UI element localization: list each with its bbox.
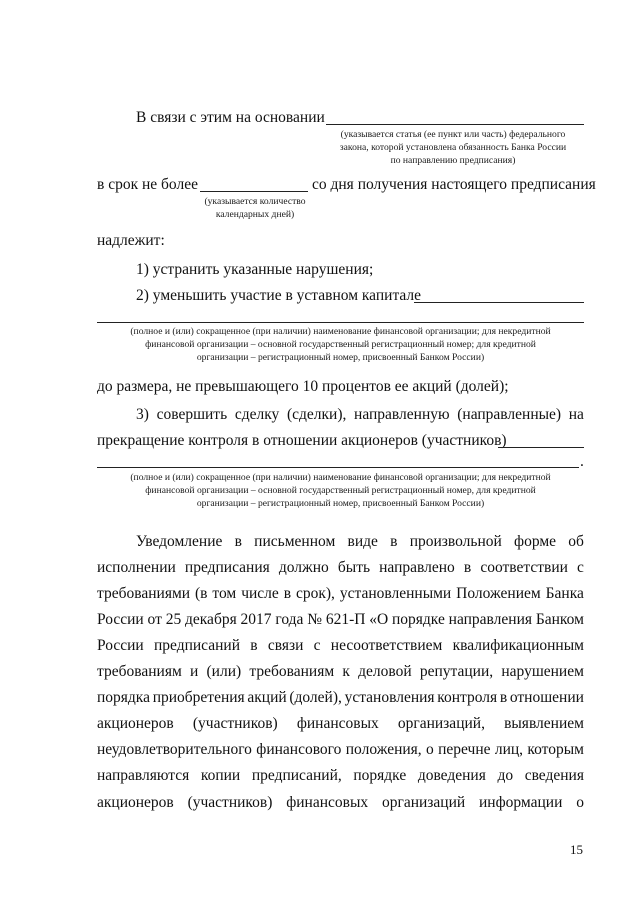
basis-underline: [326, 124, 584, 125]
word: приобретения: [152, 689, 245, 706]
item-3-line-1: [136, 405, 584, 425]
word: Уведомление: [136, 533, 223, 550]
notice-line: [97, 636, 584, 656]
word: в: [463, 559, 472, 576]
org-note-2-line-1: (полное и (или) сокращенное (при наличии) наименование финансовой организации; для некредитной: [130, 472, 551, 483]
word: требованиям: [249, 663, 335, 680]
word: сведения: [524, 767, 584, 784]
notice-line: [97, 766, 584, 786]
word: (или): [206, 663, 242, 680]
org-note-1-line-3: организации – регистрационный номер, присвоенный Банком России): [196, 352, 485, 363]
item-1: 1) устранить указанные нарушения;: [136, 261, 374, 278]
word: акций: [247, 689, 287, 706]
word: (участников): [187, 794, 273, 811]
word: на: [568, 406, 584, 423]
item-2: 2) уменьшить участие в уставном капитале: [136, 287, 422, 304]
word: выявлением: [504, 715, 584, 732]
basis-prefix: В связи с этим на основании: [136, 109, 325, 126]
notice-line: [97, 662, 584, 682]
word: финансовых: [286, 794, 369, 811]
word: порядке: [392, 611, 445, 628]
term-prefix: в срок не более: [97, 176, 198, 193]
word: установленными: [339, 585, 452, 602]
notice-line: [97, 584, 584, 604]
word: репутации,: [419, 663, 494, 680]
word: (участников): [192, 715, 278, 732]
must-label: надлежит:: [97, 232, 165, 249]
org-note-2-line-2: финансовой организации – основной государственный регистрационный номер, для кредитной: [145, 485, 536, 496]
word: письменном: [254, 533, 336, 550]
word: (в: [194, 585, 208, 602]
org-note-1-line-2: финансовой организации – основной государственный регистрационный номер; для кредитной: [145, 339, 536, 350]
word: декабря: [185, 611, 237, 628]
word: копии: [200, 767, 241, 784]
org-note-1-line-1: (полное и (или) сокращенное (при наличии) наименование финансовой организации; для некредитной: [130, 326, 551, 337]
word: порядке: [353, 767, 407, 784]
word: срок),: [295, 585, 335, 602]
word: соответствии: [480, 559, 568, 576]
word: в: [390, 533, 398, 550]
word: Банка: [545, 585, 584, 602]
word: том: [212, 585, 237, 602]
notice-line: [97, 610, 584, 630]
word: доведения: [417, 767, 486, 784]
word: установления: [344, 689, 435, 706]
word: должно: [278, 559, 329, 576]
notice-line: [97, 740, 584, 760]
word: «О: [369, 611, 389, 628]
item-3-line-2: прекращение контроля в отношении акционеров (участников): [97, 432, 507, 449]
word: Банком: [535, 611, 584, 628]
word: отношении: [509, 689, 584, 706]
word: сделку: [234, 406, 280, 423]
word: 2017: [240, 611, 272, 628]
word: акционеров: [97, 715, 174, 732]
word: (сделки),: [286, 406, 347, 423]
word: до: [497, 767, 514, 784]
org-underline-2: [97, 467, 579, 468]
word: в: [250, 637, 258, 654]
word: направления: [448, 611, 532, 628]
word: быть: [337, 559, 371, 576]
word: порядка: [97, 689, 150, 706]
word: которым: [527, 741, 584, 758]
org-underline-1: [97, 322, 584, 323]
item-3-underline: [498, 447, 584, 448]
word: России: [97, 611, 144, 628]
word: года: [275, 611, 304, 628]
item-3-end: .: [580, 453, 584, 470]
notice-line: [97, 688, 584, 708]
word: о: [576, 794, 584, 811]
word: форме: [514, 533, 557, 550]
word: о: [426, 741, 434, 758]
word: лиц,: [494, 741, 524, 758]
word: в: [499, 689, 508, 706]
word: с: [577, 559, 584, 576]
basis-note-1: (указывается статья (ее пункт или часть) федерального: [340, 129, 566, 140]
word: 621-П: [325, 611, 366, 628]
org-note-2-line-3: организации – регистрационный номер, присвоенный Банком России): [196, 498, 485, 509]
word: совершить: [156, 406, 228, 423]
word: финансовых: [296, 715, 379, 732]
word: нарушением: [501, 663, 584, 680]
word: направленную: [354, 406, 450, 423]
word: несоответствием: [330, 637, 443, 654]
basis-note-2: закона, которой установлена обязанность Банка России: [339, 142, 567, 153]
word: (направленные): [457, 406, 562, 423]
term-note-2: календарных дней): [215, 209, 295, 220]
notice-line: [97, 558, 584, 578]
word: требованиям: [97, 663, 182, 680]
word: деловой: [358, 663, 412, 680]
page-number: 15: [570, 842, 583, 857]
word: акционеров: [97, 794, 174, 811]
term-underline: [200, 191, 308, 192]
limit-line: до размера, не превышающего 10 процентов ее акций (долей);: [97, 378, 509, 395]
word: и: [189, 663, 199, 680]
word: Положением: [456, 585, 541, 602]
word: в: [283, 585, 292, 602]
notice-line: [97, 793, 584, 813]
word: произвольной: [409, 533, 502, 550]
word: об: [568, 533, 584, 550]
word: в: [234, 533, 242, 550]
word: предписаний,: [251, 767, 342, 784]
word: (долей),: [289, 689, 342, 706]
term-note-1: (указывается количество: [204, 196, 306, 207]
word: к: [342, 663, 350, 680]
word: связи: [267, 637, 304, 654]
term-suffix: со дня получения настоящего предписания: [312, 176, 596, 193]
word: направлено: [379, 559, 455, 576]
notice-line: [136, 532, 584, 552]
word: положения,: [345, 741, 422, 758]
word: финансового: [256, 741, 342, 758]
word: организаций,: [397, 715, 485, 732]
word: с: [313, 637, 321, 654]
item-2-underline: [414, 302, 584, 303]
word: 25: [165, 611, 182, 628]
word: квалификационным: [452, 637, 584, 654]
word: виде: [347, 533, 378, 550]
basis-note-3: по направлению предписания): [390, 155, 516, 166]
word: от: [147, 611, 162, 628]
word: перечне: [438, 741, 491, 758]
notice-line: [97, 714, 584, 734]
word: контроля: [437, 689, 498, 706]
word: требованиями: [97, 585, 191, 602]
word: организаций: [381, 794, 466, 811]
word: №: [307, 611, 322, 628]
word: предписаний: [153, 637, 241, 654]
word: исполнении: [97, 559, 176, 576]
word: неудовлетворительного: [97, 741, 252, 758]
word: 3): [136, 406, 149, 423]
word: направляются: [97, 767, 190, 784]
word: России: [97, 637, 144, 654]
word: числе: [241, 585, 279, 602]
word: предписания: [184, 559, 270, 576]
word: информации: [479, 794, 563, 811]
